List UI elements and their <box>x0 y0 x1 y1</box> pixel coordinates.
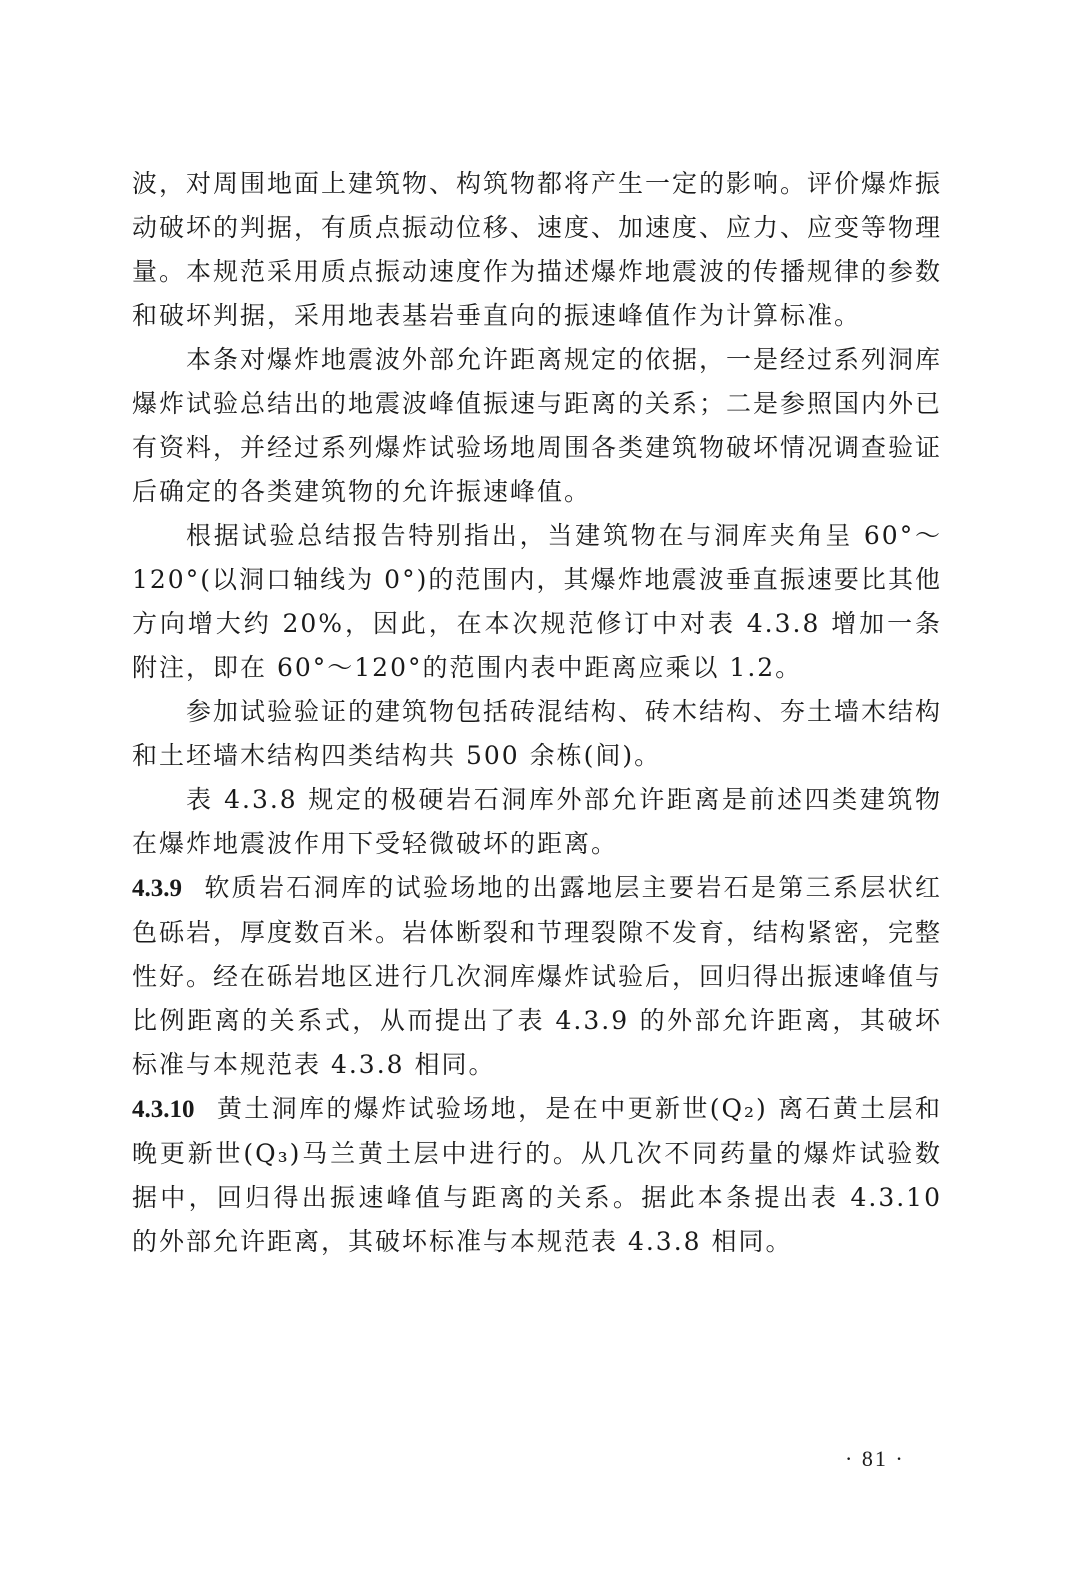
clause-text: 软质岩石洞库的试验场地的出露地层主要岩石是第三系层状红色砾岩，厚度数百米。岩体断裂和节理裂隙不发育，结构紧密，完整性好。经在砾岩地区进行几次洞库爆炸试验后，回归得出振速峰值与比例距离的关系式，从而提出了表 4.3.9 的外部允许距离，其破坏标准与本规范表 4.3.8 相同。 <box>132 873 943 1079</box>
clause-number: 4.3.10 <box>132 1096 195 1123</box>
paragraph-text: 表 4.3.8 规定的极硬岩石洞库外部允许距离是前述四类建筑物在爆炸地震波作用下受轻微破坏的距离。 <box>132 785 942 858</box>
clause-number: 4.3.9 <box>132 875 182 902</box>
page-number: · 81 · <box>845 1446 905 1471</box>
paragraph-text: 参加试验验证的建筑物包括砖混结构、砖木结构、夯土墙木结构和土坯墙木结构四类结构共 500 余栋(间)。 <box>132 697 943 770</box>
document-body <box>132 162 942 1264</box>
paragraph-5 <box>132 778 942 866</box>
paragraph-text: 本条对爆炸地震波外部允许距离规定的依据，一是经过系列洞库爆炸试验总结出的地震波峰值振速与距离的关系；二是参照国内外已有资料，并经过系列爆炸试验场地周围各类建筑物破坏情况调查验证后确定的各类建筑物的允许振速峰值。 <box>132 345 943 506</box>
paragraph-3 <box>132 514 942 690</box>
clause-4-3-9 <box>132 866 942 1087</box>
paragraph-1 <box>132 162 942 338</box>
clause-4-3-10 <box>132 1087 942 1264</box>
paragraph-2 <box>132 338 942 514</box>
paragraph-text: 根据试验总结报告特别指出，当建筑物在与洞库夹角呈 60°～120°(以洞口轴线为 0°)的范围内，其爆炸地震波垂直振速要比其他方向增大约 20%，因此，在本次规范修订中对表 4.3.8 增加一条附注，即在 60°～120°的范围内表中距离应乘以 1.2。 <box>132 521 942 682</box>
clause-text: 黄土洞库的爆炸试验场地，是在中更新世(Q₂) 离石黄土层和晚更新世(Q₃)马兰黄土层中进行的。从几次不同药量的爆炸试验数据中，回归得出振速峰值与距离的关系。据此本条提出表 4.3.10 的外部允许距离，其破坏标准与本规范表 4.3.8 相同。 <box>132 1094 942 1256</box>
paragraph-4 <box>132 690 942 778</box>
paragraph-text: 波，对周围地面上建筑物、构筑物都将产生一定的影响。评价爆炸振动破坏的判据，有质点振动位移、速度、加速度、应力、应变等物理量。本规范采用质点振动速度作为描述爆炸地震波的传播规律的参数和破坏判据，采用地表基岩垂直向的振速峰值作为计算标准。 <box>132 169 943 330</box>
